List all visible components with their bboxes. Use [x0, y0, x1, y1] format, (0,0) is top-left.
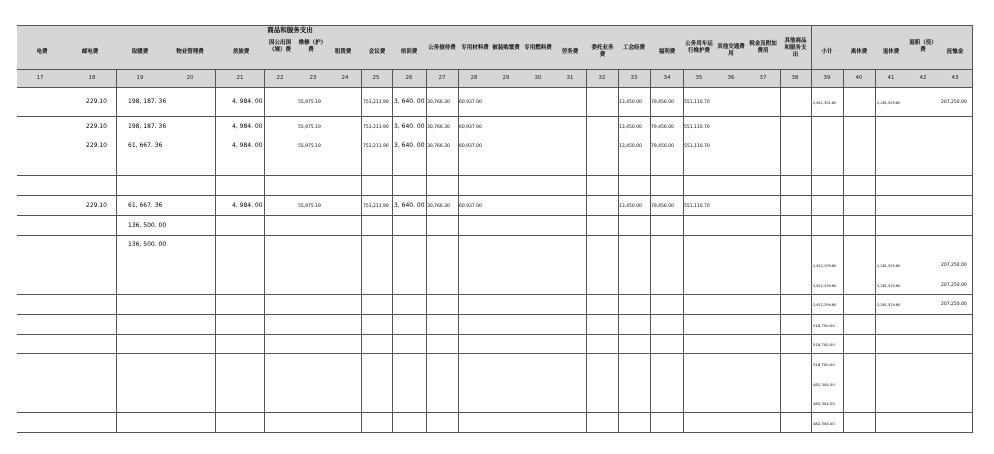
cell: 482,304.00: [813, 382, 835, 387]
col-header: 差旅费: [232, 49, 250, 55]
col-header: 电费: [36, 49, 48, 55]
cell: 753,211.90: [363, 204, 389, 209]
cell: 229.10: [86, 98, 107, 105]
rule-top: [17, 25, 973, 26]
col-number: 43: [951, 75, 959, 81]
cell: 198, 187. 36: [128, 123, 167, 130]
cell: 482,304.00: [813, 401, 835, 406]
col-header: 其他交通费用: [717, 44, 745, 57]
col-header: 公务接待费: [428, 45, 456, 51]
cell: 482,304.00: [813, 421, 835, 426]
col-number: 33: [630, 75, 638, 81]
cell: 753,211.90: [363, 125, 389, 130]
col-header: 劳务费: [561, 49, 579, 55]
cell: 13,450.00: [619, 125, 642, 130]
col-number: 34: [663, 75, 671, 81]
cell: 30,766.30: [427, 125, 450, 130]
cell: 2,612,299.60: [813, 264, 837, 268]
cell: 4, 984. 00: [232, 202, 263, 209]
col-rule: [586, 69, 587, 432]
cell: 2,612,299.60: [813, 284, 837, 288]
cell: 60,937.00: [459, 204, 482, 209]
cell: 79,456.00: [651, 204, 674, 209]
cell: 2,281,529.60: [877, 264, 901, 268]
col-number: 21: [236, 75, 244, 81]
rule: [17, 215, 973, 216]
cell: 60,937.00: [459, 100, 482, 105]
rule: [17, 314, 973, 315]
cell: 2,281,529.60: [877, 101, 901, 105]
col-rule: [875, 69, 876, 432]
rule-body-top: [17, 87, 973, 88]
col-number: 41: [887, 75, 895, 81]
cell: 229.10: [86, 142, 107, 149]
col-number: 40: [855, 75, 863, 81]
cell: 60,937.00: [459, 125, 482, 130]
cell: 3, 640. 00: [394, 142, 425, 149]
rule: [17, 195, 973, 196]
cell: 3, 640. 00: [394, 123, 425, 130]
cell: 753,211.90: [363, 144, 389, 149]
col-header: 退休费: [882, 49, 900, 55]
cell: 207,250.00: [941, 302, 967, 307]
col-header: 公务用车运行维护费: [685, 41, 713, 54]
rule: [17, 175, 973, 176]
col-header: 专用燃料费: [524, 45, 552, 51]
cell: 518,700.00: [813, 323, 835, 328]
cell: 136, 500. 00: [128, 222, 167, 229]
col-rule: [780, 69, 781, 432]
cell: 13,450.00: [619, 144, 642, 149]
cell: 551,110.70: [684, 204, 710, 209]
col-number: 17: [36, 75, 44, 81]
col-rule: [811, 25, 812, 432]
col-header: 离休费: [850, 49, 868, 55]
col-header: 抚恤金: [946, 49, 964, 55]
cell: 229.10: [86, 202, 107, 209]
col-number: 31: [566, 75, 574, 81]
col-rule: [392, 69, 393, 432]
col-header: 被装购置费: [492, 45, 520, 51]
col-number: 36: [727, 75, 735, 81]
col-header: 税金及附加费用: [749, 41, 777, 54]
cell: 55,975.19: [298, 204, 321, 209]
col-number: 28: [470, 75, 478, 81]
col-number: 39: [823, 75, 831, 81]
col-header: 小计: [821, 49, 833, 55]
col-number: 26: [405, 75, 413, 81]
col-header: 培训费: [400, 49, 418, 55]
col-number: 27: [438, 75, 446, 81]
col-header: 邮电费: [81, 49, 99, 55]
cell: 198, 187. 36: [128, 98, 167, 105]
col-number: 19: [136, 75, 144, 81]
col-header: 会议费: [368, 49, 386, 55]
cell: 207,250.00: [941, 263, 967, 268]
col-header: 委托业务费: [591, 45, 614, 58]
cell: 30,766.30: [427, 100, 450, 105]
col-header: 因公出国（境）费: [268, 40, 291, 53]
cell: 30,766.30: [427, 144, 450, 149]
rule: [17, 353, 973, 354]
cell: 55,975.19: [298, 125, 321, 130]
col-header: 福利费: [658, 49, 676, 55]
col-header: 其他商品和服务支出: [784, 38, 807, 58]
col-number: 25: [372, 75, 380, 81]
col-number: 20: [186, 75, 194, 81]
col-number: 38: [791, 75, 799, 81]
rule: [17, 235, 973, 236]
col-number: 22: [276, 75, 284, 81]
col-rule: [215, 69, 216, 432]
cell: 79,456.00: [651, 144, 674, 149]
col-number: 24: [341, 75, 349, 81]
cell: 79,456.00: [651, 100, 674, 105]
cell: 61, 667. 36: [128, 142, 163, 149]
col-rule: [972, 25, 973, 432]
cell: 136, 500. 00: [128, 241, 167, 248]
cell: 3, 640. 00: [394, 202, 425, 209]
col-number: 35: [695, 75, 703, 81]
rule: [17, 294, 973, 295]
rule: [17, 116, 973, 117]
cell: 55,975.19: [298, 144, 321, 149]
col-header: 工会经费: [622, 45, 645, 51]
cell: 229.10: [86, 123, 107, 130]
cell: 551,110.70: [684, 125, 710, 130]
cell: 2,611,301.60: [813, 101, 837, 105]
col-rule: [361, 69, 362, 432]
cell: 3, 640. 00: [394, 98, 425, 105]
cell: 753,211.90: [363, 100, 389, 105]
col-rule: [843, 69, 844, 432]
rule: [17, 412, 973, 413]
col-header: 退职（役）费: [909, 40, 937, 53]
col-rule: [116, 69, 117, 432]
col-header: 物业管理费: [176, 49, 204, 55]
cell: 2,281,529.60: [877, 303, 901, 307]
col-number: 29: [502, 75, 510, 81]
col-header: 专用材料费: [461, 45, 489, 51]
group-title: 商品和服务支出: [267, 26, 313, 34]
rule: [17, 334, 973, 335]
col-header: 维修（护）费: [298, 40, 324, 53]
cell: 79,456.00: [651, 125, 674, 130]
cell: 207,250.00: [941, 283, 967, 288]
col-number: 32: [598, 75, 606, 81]
cell: 13,450.00: [619, 100, 642, 105]
col-number: 18: [88, 75, 96, 81]
cell: 30,766.30: [427, 204, 450, 209]
cell: 55,975.19: [298, 100, 321, 105]
cell: 518,700.00: [813, 362, 835, 367]
cell: 4, 984. 00: [232, 98, 263, 105]
col-number: 23: [309, 75, 317, 81]
cell: 207,250.00: [941, 100, 967, 105]
cell: 2,281,529.60: [877, 284, 901, 288]
cell: 4, 984. 00: [232, 123, 263, 130]
cell: 60,937.00: [459, 144, 482, 149]
col-number: 30: [534, 75, 542, 81]
cell: 2,612,299.60: [813, 303, 837, 307]
rule-bottom: [17, 432, 973, 433]
col-number: 37: [759, 75, 767, 81]
col-rule: [264, 69, 265, 432]
cell: 551,110.70: [684, 100, 710, 105]
col-header: 取暖费: [131, 49, 149, 55]
cell: 61, 667. 36: [128, 202, 163, 209]
cell: 551,110.70: [684, 144, 710, 149]
cell: 13,450.00: [619, 204, 642, 209]
cell: 4, 984. 00: [232, 142, 263, 149]
col-number: 42: [919, 75, 927, 81]
col-header: 租赁费: [334, 49, 352, 55]
rule-header-sep: [17, 69, 973, 70]
cell: 518,700.00: [813, 342, 835, 347]
